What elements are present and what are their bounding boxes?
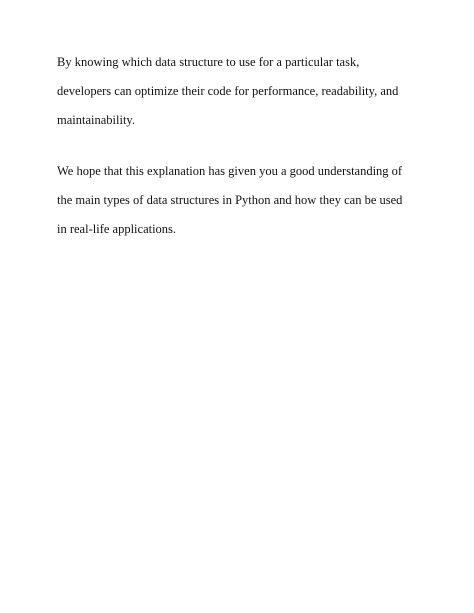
paragraph-spacer — [57, 138, 437, 160]
paragraph-2 — [57, 160, 437, 247]
text-line: in real-life applications. — [57, 222, 177, 236]
paragraph-1 — [57, 51, 437, 138]
text-line: We hope that this explanation has given you a good understanding of — [57, 164, 403, 178]
document-body — [57, 51, 437, 247]
text-line: maintainability. — [57, 113, 135, 127]
text-line: the main types of data structures in Python and how they can be used — [57, 193, 403, 207]
text-line: developers can optimize their code for performance, readability, and — [57, 84, 399, 98]
text-line: By knowing which data structure to use for a particular task, — [57, 55, 360, 69]
